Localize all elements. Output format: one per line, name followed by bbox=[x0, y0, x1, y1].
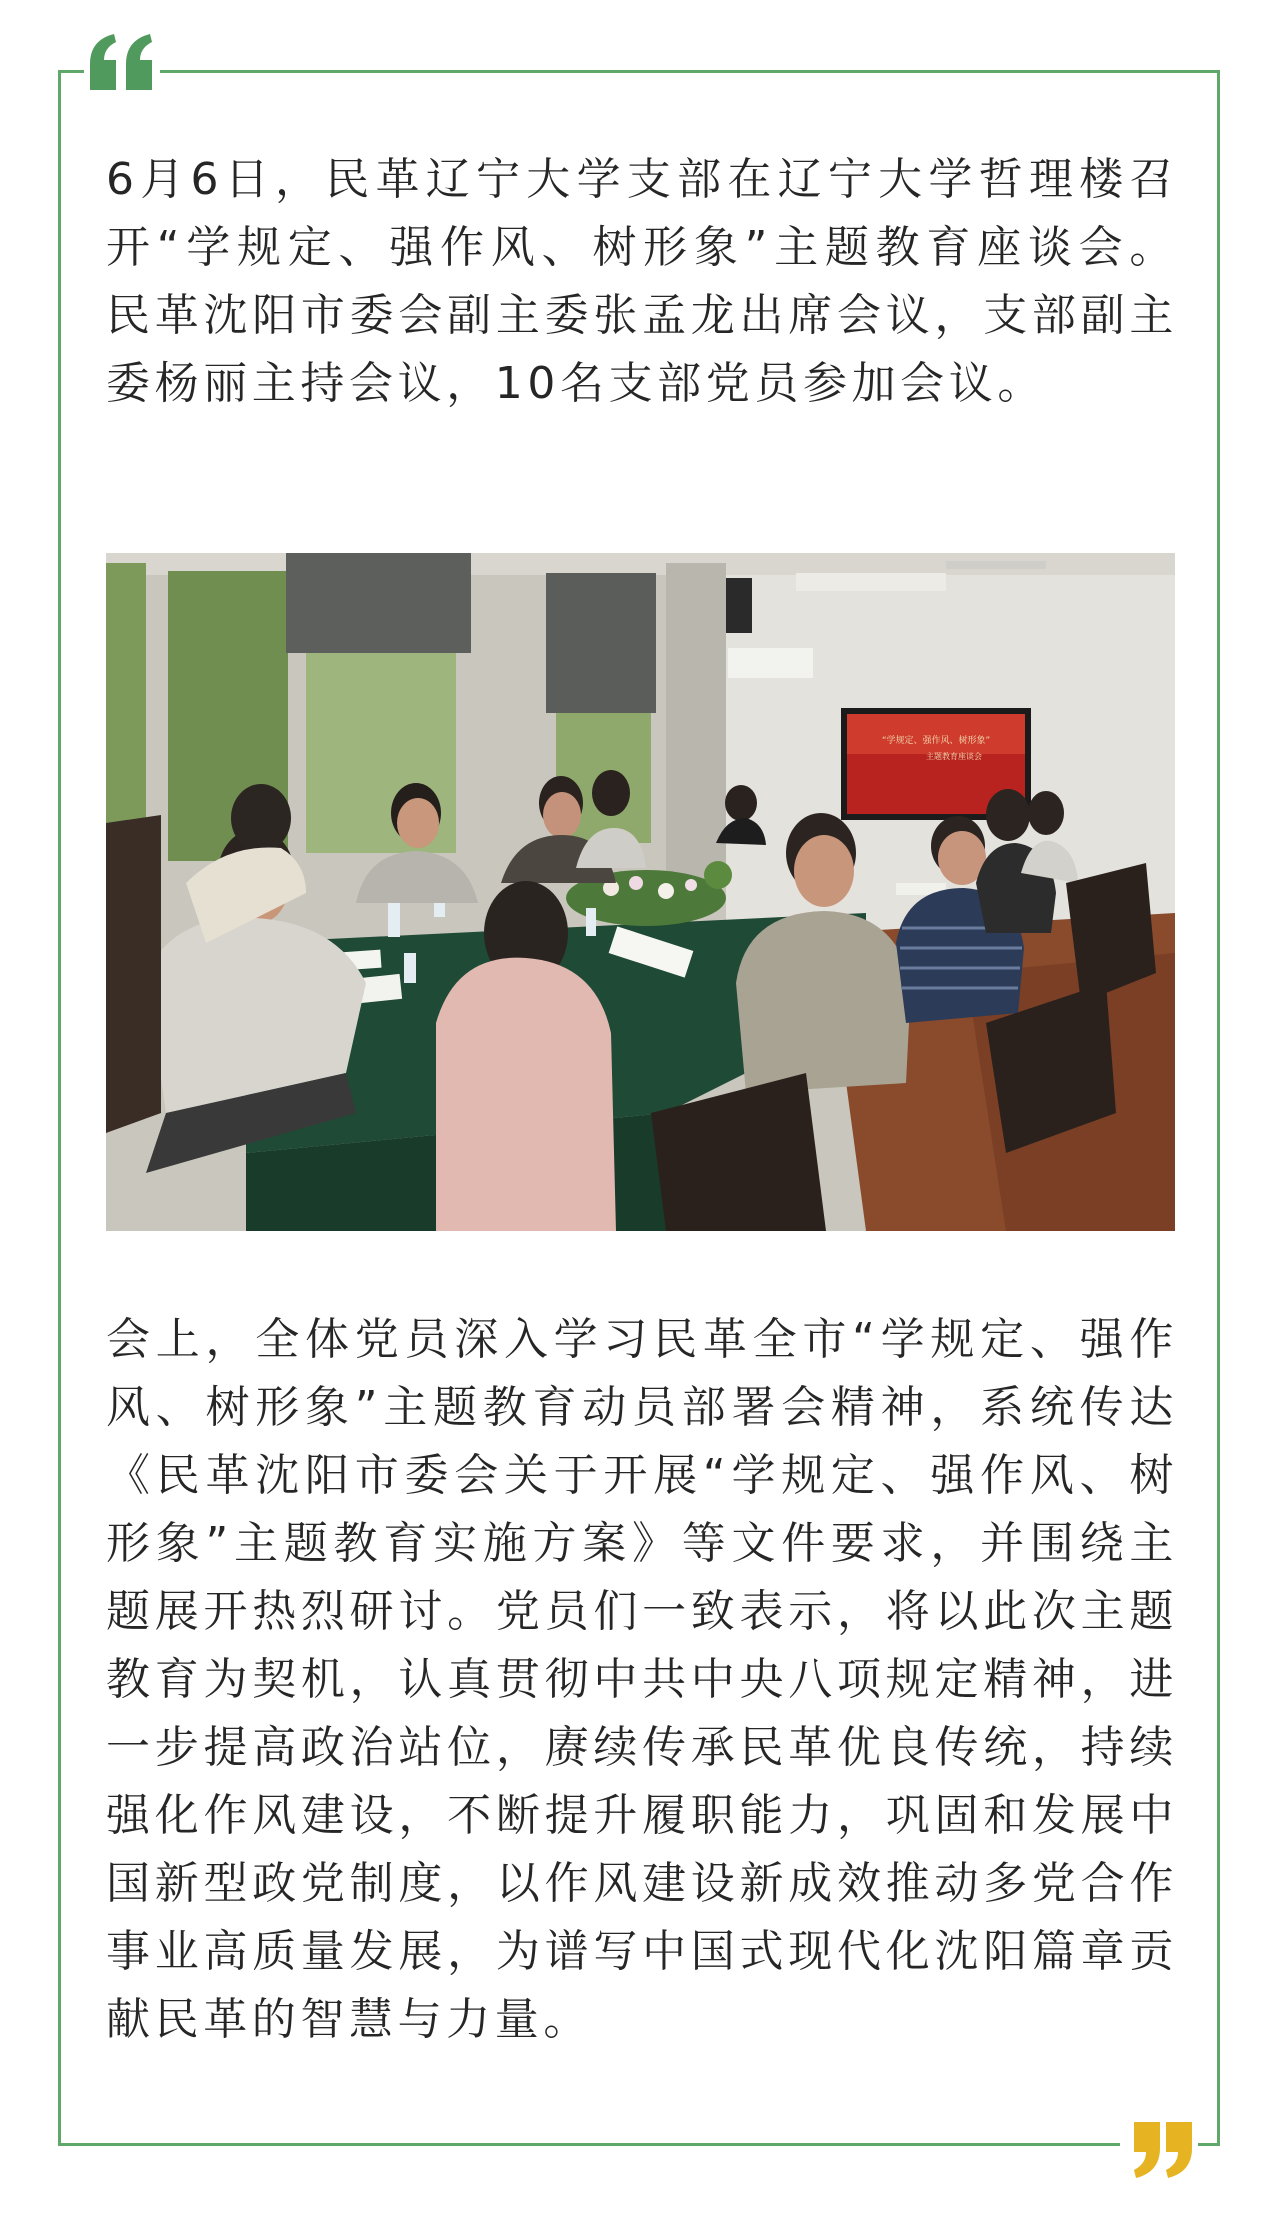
screen-subtitle-text: 主题教育座谈会 bbox=[926, 752, 982, 761]
meeting-photo bbox=[106, 553, 1175, 1231]
body-paragraph: 会上，全体党员深入学习民革全市“学规定、强作风、树形象”主题教育动员部署会精神，系统传达《民革沈阳市委会关于开展“学规定、强作风、树形象”主题教育实施方案》等文件要求，并围绕主题展开热烈研讨。党员们一致表示，将以此次主题教育为契机，认真贯彻中共中央八项规定精神，进一步提高政治站位，赓续传承民革优良传统，持续强化作风建设，不断提升履职能力，巩固和发展中国新型政党制度，以作风建设新成效推动多党合作事业高质量发展，为谱写中国式现代化沈阳篇章贡献民革的智慧与力量。 bbox=[106, 1314, 1178, 2045]
close-quote-icon bbox=[1120, 2118, 1198, 2184]
open-quote-icon bbox=[84, 30, 160, 92]
screen-title-text: “学规定、强作风、树形象” bbox=[881, 736, 991, 746]
intro-paragraph: 6月6日，民革辽宁大学支部在辽宁大学哲理楼召开“学规定、强作风、树形象”主题教育座谈会。民革沈阳市委会副主委张孟龙出席会议，支部副主委杨丽主持会议，10名支部党员参加会议。 bbox=[106, 154, 1178, 409]
